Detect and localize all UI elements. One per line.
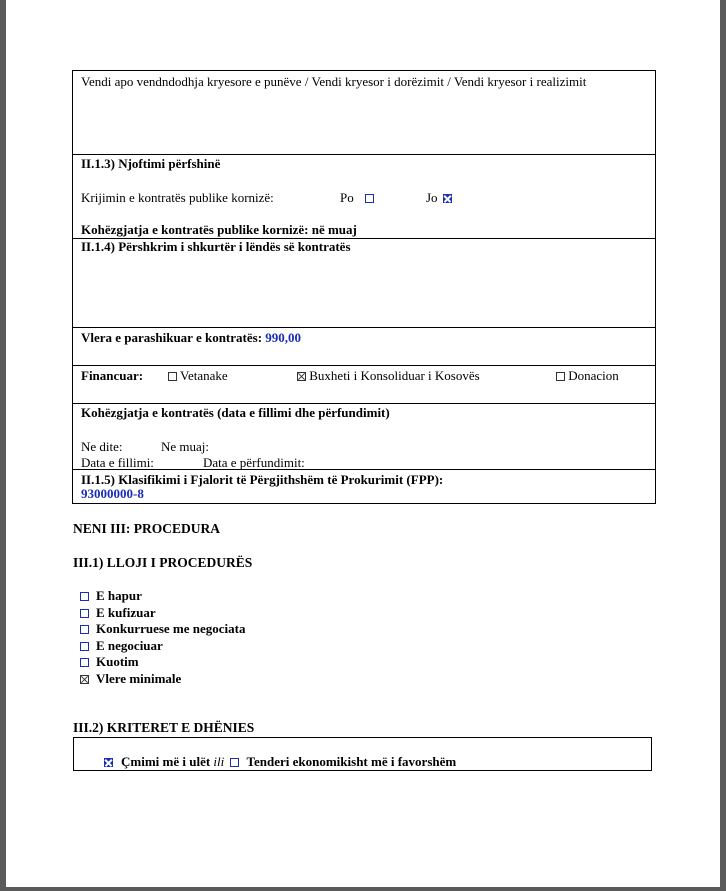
yes-label: Po [340, 190, 354, 205]
article-3-title: NENI III: PROCEDURA [73, 521, 221, 536]
days-label: Ne dite: [81, 439, 123, 454]
quotation-label: Kuotim [96, 654, 139, 670]
lowest-price-label: Çmimi më i ulët [121, 754, 211, 769]
budget-checkbox-checked-icon[interactable] [297, 372, 306, 381]
start-date-label: Data e fillimi: [81, 455, 154, 470]
negotiated-checkbox-icon[interactable] [80, 642, 89, 651]
procedure-type-list [80, 588, 245, 688]
meat-label: Tenderi ekonomikisht më i favorshëm [246, 754, 457, 769]
minimal-value-label: Vlere minimale [96, 670, 182, 686]
minimal-value-checkbox-checked-icon[interactable] [80, 675, 89, 684]
procedure-option-quotation[interactable] [80, 654, 245, 671]
restricted-label: E kufizuar [96, 604, 156, 620]
framework-question: Krijimin e kontratës publike kornizë: [81, 190, 274, 205]
value-line [81, 331, 301, 345]
value-amount: 990,00 [265, 330, 302, 345]
classification-heading: II.1.5) Klasifikimi i Fjalorit të Përgjithshëm të Prokurimit (FPP): [81, 472, 444, 487]
quotation-checkbox-icon[interactable] [80, 658, 89, 667]
value-cell [73, 328, 655, 366]
contract-duration-heading: Kohëzgjatja e kontratës (data e fillimi dhe përfundimit) [81, 405, 390, 420]
award-criteria-heading: III.2) KRITERET E DHËNIES [73, 720, 255, 735]
framework-yes-option[interactable] [340, 191, 374, 205]
financing-option-vetanake[interactable] [168, 369, 228, 383]
budget-label: Buxheti i Konsoliduar i Kosovës [309, 368, 480, 383]
competitive-negotiation-label: Konkurruese me negociata [96, 621, 246, 637]
or-label: ili [213, 754, 225, 769]
financing-cell [73, 366, 655, 404]
page-edge-bottom [0, 887, 726, 891]
location-cell [73, 71, 655, 155]
lowest-price-checkbox-checked-icon[interactable] [104, 758, 113, 767]
classification-cell [73, 470, 655, 503]
procedure-option-minimal-value[interactable] [80, 671, 245, 688]
contract-duration-cell [73, 404, 655, 470]
donation-label: Donacion [568, 368, 619, 383]
description-cell [73, 239, 655, 328]
notice-heading: II.1.3) Njoftimi përfshinë [81, 156, 221, 171]
location-text: Vendi apo vendndodhja kryesore e punëve / Vendi kryesor i dorëzimit / Vendi kryesor i realizimit [81, 74, 587, 89]
procedure-option-open[interactable] [80, 588, 245, 605]
notice-cell [73, 155, 655, 239]
open-label: E hapur [96, 588, 142, 603]
restricted-checkbox-icon[interactable] [80, 609, 89, 618]
no-label: Jo [426, 190, 438, 205]
procedure-option-competitive-negotiation[interactable] [80, 621, 245, 638]
meat-checkbox-icon[interactable] [230, 758, 239, 767]
vetanake-label: Vetanake [180, 368, 228, 383]
framework-duration-label: Kohëzgjatja e kontratës publike kornizë: në muaj [81, 222, 357, 237]
award-criteria-box [73, 737, 652, 771]
donation-checkbox-icon[interactable] [556, 372, 565, 381]
page-edge-left [0, 0, 6, 891]
vetanake-checkbox-icon[interactable] [168, 372, 177, 381]
open-checkbox-icon[interactable] [80, 592, 89, 601]
financing-label: Financuar: [81, 368, 144, 383]
end-date-label: Data e përfundimit: [203, 455, 305, 470]
no-checkbox-checked-icon[interactable] [443, 194, 452, 203]
months-label: Ne muaj: [161, 439, 210, 454]
procedure-option-negotiated[interactable] [80, 638, 245, 655]
procedure-option-restricted[interactable] [80, 605, 245, 622]
framework-no-option[interactable] [426, 191, 452, 205]
negotiated-label: E negociuar [96, 637, 163, 653]
financing-option-budget[interactable] [297, 369, 480, 383]
contract-details-table [72, 70, 656, 504]
award-criteria-line [104, 755, 456, 769]
value-label: Vlera e parashikuar e kontratës: [81, 330, 263, 345]
cpv-code: 93000000-8 [81, 486, 144, 501]
competitive-negotiation-checkbox-icon[interactable] [80, 625, 89, 634]
description-heading: II.1.4) Përshkrim i shkurtër i lëndës së kontratës [81, 239, 351, 254]
page-edge-right [720, 0, 726, 891]
procedure-type-heading: III.1) LLOJI I PROCEDURËS [73, 555, 253, 570]
financing-option-donation[interactable] [556, 369, 619, 383]
yes-checkbox-icon[interactable] [365, 194, 374, 203]
